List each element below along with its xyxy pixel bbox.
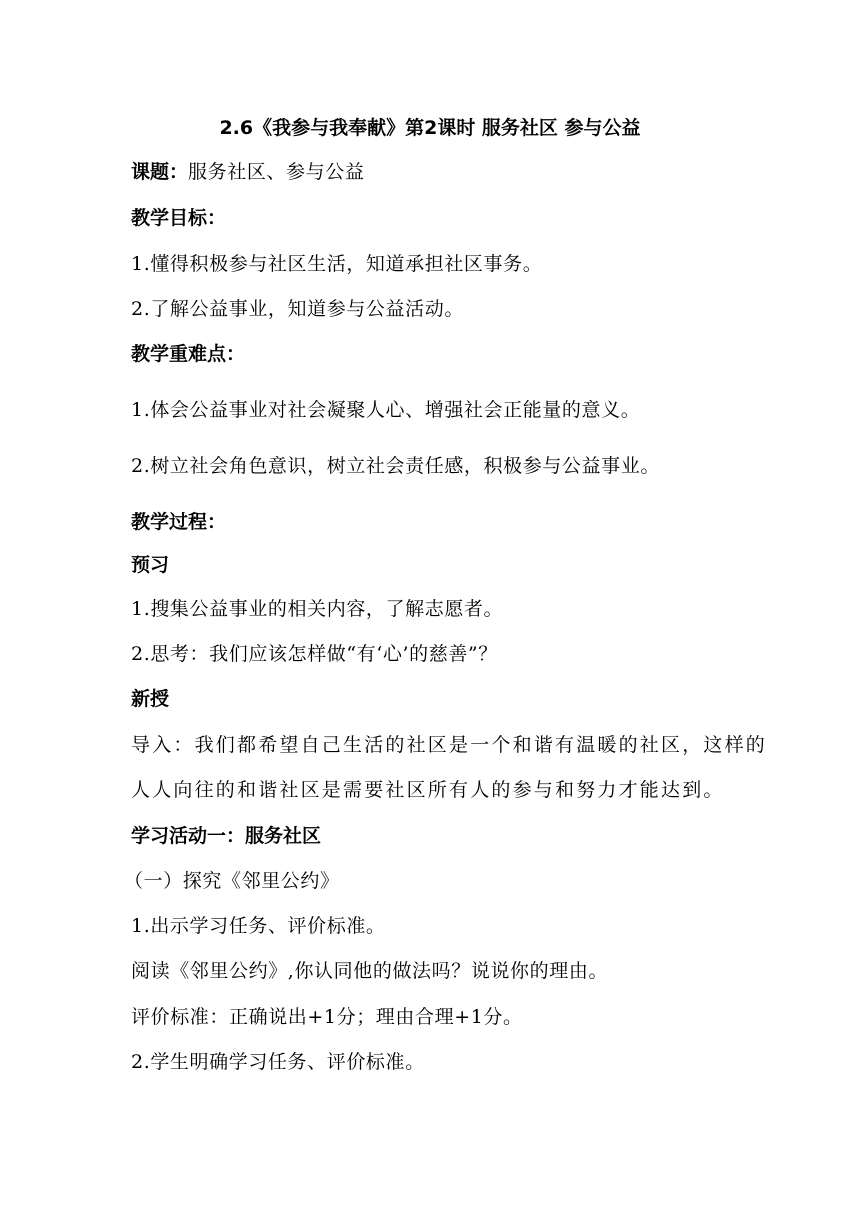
key-point-item-1: 1.体会公益事业对社会凝聚人心、增强社会正能量的意义。 bbox=[131, 399, 641, 421]
preview-item-1: 1.搜集公益事业的相关内容，了解志愿者。 bbox=[131, 598, 504, 620]
objective-item-1: 1.懂得积极参与社区生活，知道承担社区事务。 bbox=[131, 253, 543, 275]
intro-line-1: 导入：我们都希望自己生活的社区是一个和谐有温暖的社区，这样的 bbox=[131, 734, 768, 756]
activity-one-heading: 学习活动一：服务社区 bbox=[131, 825, 322, 847]
document-title: 2.6《我参与我奉献》第2课时 服务社区 参与公益 bbox=[219, 117, 641, 139]
topic-value: 服务社区、参与公益 bbox=[188, 161, 365, 183]
process-heading: 教学过程： bbox=[131, 511, 227, 533]
key-points-heading: 教学重难点： bbox=[131, 343, 246, 365]
activity-one-item-2: 阅读《邻里公约》,你认同他的做法吗？说说你的理由。 bbox=[131, 960, 609, 982]
preview-item-2: 2.思考：我们应该怎样做“有‘心’的慈善”？ bbox=[131, 643, 498, 665]
intro-line-2: 人人向往的和谐社区是需要社区所有人的参与和努力才能达到。 bbox=[131, 779, 725, 801]
activity-one-item-1: 1.出示学习任务、评价标准。 bbox=[131, 915, 386, 937]
key-point-item-2: 2.树立社会角色意识，树立社会责任感，积极参与公益事业。 bbox=[131, 455, 660, 477]
activity-one-subheading: （一）探究《邻里公约》 bbox=[124, 870, 340, 892]
objective-item-2: 2.了解公益事业，知道参与公益活动。 bbox=[131, 298, 464, 320]
objectives-heading: 教学目标： bbox=[131, 207, 227, 229]
activity-one-item-4: 2.学生明确学习任务、评价标准。 bbox=[131, 1051, 425, 1073]
preview-heading: 预习 bbox=[131, 554, 170, 576]
new-lesson-heading: 新授 bbox=[131, 688, 170, 710]
topic-line bbox=[131, 160, 364, 184]
activity-one-item-3: 评价标准：正确说出+1分；理由合理+1分。 bbox=[131, 1006, 523, 1028]
topic-label: 课题： bbox=[131, 161, 189, 183]
